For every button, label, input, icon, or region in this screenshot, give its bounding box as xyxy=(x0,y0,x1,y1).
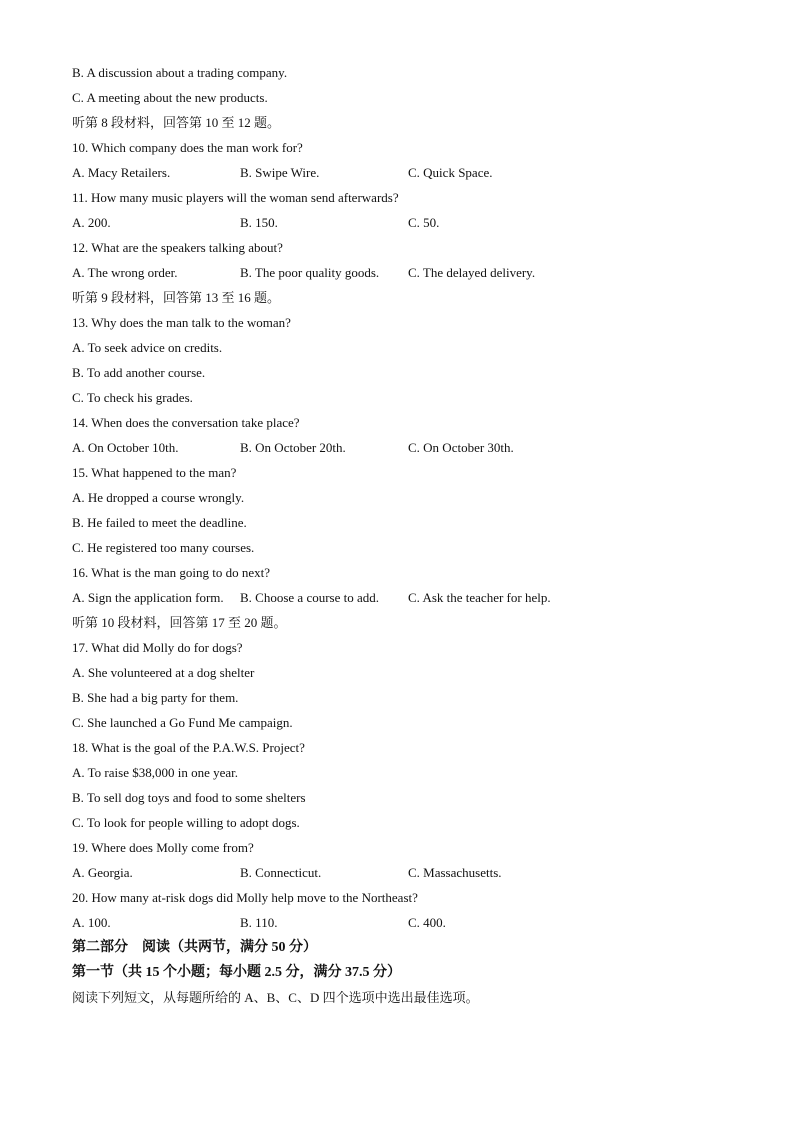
option-c: C. Massachusetts. xyxy=(408,865,502,880)
option-b: B. On October 20th. xyxy=(240,440,346,455)
option-a: A. The wrong order. xyxy=(72,265,178,280)
text-line: 听第 9 段材料，回答第 13 至 16 题。 xyxy=(72,290,281,305)
text-line: C. To check his grades. xyxy=(72,390,193,405)
option-a: A. 100. xyxy=(72,915,111,930)
option-b: B. Connecticut. xyxy=(240,865,322,880)
text-line: 15. What happened to the man? xyxy=(72,465,237,480)
option-c: C. On October 30th. xyxy=(408,440,514,455)
reading-instruction: 阅读下列短文，从每题所给的 A、B、C、D 四个选项中选出最佳选项。 xyxy=(72,990,479,1005)
text-line: 20. How many at-risk dogs did Molly help move to the Northeast? xyxy=(72,890,418,905)
text-line: A. To raise $38,000 in one year. xyxy=(72,765,239,780)
option-row xyxy=(72,585,732,610)
option-row xyxy=(72,435,732,460)
option-b: B. Choose a course to add. xyxy=(240,590,380,605)
option-a: A. On October 10th. xyxy=(72,440,179,455)
option-row xyxy=(72,210,732,235)
option-c: C. Ask the teacher for help. xyxy=(408,590,551,605)
text-line: B. He failed to meet the deadline. xyxy=(72,515,247,530)
text-line: 14. When does the conversation take place? xyxy=(72,415,300,430)
text-line: 17. What did Molly do for dogs? xyxy=(72,640,243,655)
text-line: A. To seek advice on credits. xyxy=(72,340,223,355)
text-line: 13. Why does the man talk to the woman? xyxy=(72,315,291,330)
option-a: A. Sign the application form. xyxy=(72,590,224,605)
section-subtitle: 第一节（共 15 个小题；每小题 2.5 分，满分 37.5 分） xyxy=(72,965,401,980)
option-a: A. Georgia. xyxy=(72,865,133,880)
option-row xyxy=(72,910,732,935)
option-a: A. Macy Retailers. xyxy=(72,165,171,180)
option-c: C. 50. xyxy=(408,215,440,230)
text-line: B. A discussion about a trading company. xyxy=(72,65,288,80)
text-line: B. To sell dog toys and food to some shelters xyxy=(72,790,306,805)
text-line: A. She volunteered at a dog shelter xyxy=(72,665,255,680)
text-line: B. To add another course. xyxy=(72,365,206,380)
text-line: 12. What are the speakers talking about? xyxy=(72,240,283,255)
text-line: 10. Which company does the man work for? xyxy=(72,140,303,155)
option-c: C. 400. xyxy=(408,915,446,930)
option-b: B. Swipe Wire. xyxy=(240,165,320,180)
option-b: B. 110. xyxy=(240,915,278,930)
option-c: C. The delayed delivery. xyxy=(408,265,536,280)
question-lines xyxy=(72,60,732,935)
option-c: C. Quick Space. xyxy=(408,165,493,180)
text-line: 19. Where does Molly come from? xyxy=(72,840,254,855)
text-line: C. A meeting about the new products. xyxy=(72,90,268,105)
option-row xyxy=(72,160,732,185)
exam-page xyxy=(72,60,732,1010)
text-line: C. He registered too many courses. xyxy=(72,540,255,555)
text-line: C. She launched a Go Fund Me campaign. xyxy=(72,715,293,730)
text-line: C. To look for people willing to adopt dogs. xyxy=(72,815,300,830)
text-line: A. He dropped a course wrongly. xyxy=(72,490,245,505)
option-row xyxy=(72,860,732,885)
text-line: 听第 8 段材料，回答第 10 至 12 题。 xyxy=(72,115,281,130)
text-line: 11. How many music players will the woman send afterwards? xyxy=(72,190,399,205)
option-row xyxy=(72,260,732,285)
part-title: 第二部分 阅读（共两节，满分 50 分） xyxy=(72,940,317,955)
option-a: A. 200. xyxy=(72,215,111,230)
text-line: 听第 10 段材料，回答第 17 至 20 题。 xyxy=(72,615,287,630)
text-line: B. She had a big party for them. xyxy=(72,690,239,705)
text-line: 18. What is the goal of the P.A.W.S. Project? xyxy=(72,740,305,755)
text-line: 16. What is the man going to do next? xyxy=(72,565,270,580)
option-b: B. 150. xyxy=(240,215,278,230)
option-b: B. The poor quality goods. xyxy=(240,265,380,280)
